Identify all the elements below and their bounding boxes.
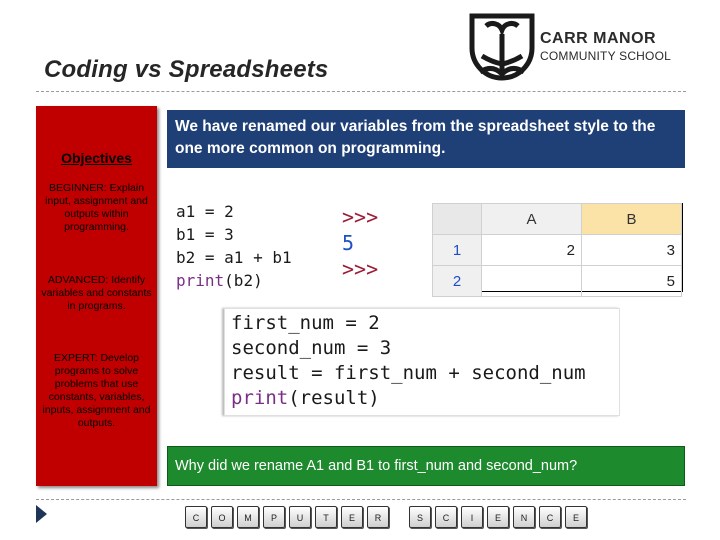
key-tile: M xyxy=(237,506,259,528)
logo-subtitle: COMMUNITY SCHOOL xyxy=(540,49,671,63)
code-line xyxy=(231,386,613,411)
shell-prompt: >>> xyxy=(342,205,379,229)
key-tile: S xyxy=(409,506,431,528)
code-line: a1 = 2 xyxy=(176,202,234,221)
row-header-1: 1 xyxy=(433,235,482,266)
objective-beginner: BEGINNER: Explain input, assignment and outputs within programming. xyxy=(45,182,148,233)
objectives-heading: Objectives xyxy=(61,150,132,166)
key-tile: N xyxy=(513,506,535,528)
key-tile: C xyxy=(435,506,457,528)
key-spacer xyxy=(393,506,405,528)
print-args: (result) xyxy=(288,387,380,409)
objective-expert: EXPERT: Develop programs to solve problems that use constants, variables, inputs, assignment and outputs. xyxy=(42,352,151,429)
key-tile: E xyxy=(565,506,587,528)
computer-science-keys xyxy=(185,506,587,528)
code-line: second_num = 3 xyxy=(231,337,392,359)
key-tile: U xyxy=(289,506,311,528)
footer-divider xyxy=(36,499,686,500)
key-tile: C xyxy=(185,506,207,528)
programming-style-code xyxy=(224,308,620,416)
logo-name: CARR MANOR xyxy=(540,30,657,47)
column-header-b: B xyxy=(582,204,682,235)
row-header-2: 2 xyxy=(433,266,482,297)
key-tile: I xyxy=(461,506,483,528)
slide-title: Coding vs Spreadsheets xyxy=(44,56,329,83)
explanation-banner: We have renamed our variables from the spreadsheet style to the one more common on programming. xyxy=(167,110,685,168)
code-line: first_num = 2 xyxy=(231,312,380,334)
cell-b1: 3 xyxy=(582,235,682,266)
python-shell-output xyxy=(342,204,378,282)
spreadsheet-style-code xyxy=(176,200,292,292)
sheet-corner xyxy=(433,204,482,235)
cell-b2: 5 xyxy=(582,266,682,297)
shell-prompt: >>> xyxy=(342,257,379,281)
code-line: b2 = a1 + b1 xyxy=(176,248,292,267)
question-box: Why did we rename A1 and B1 to first_num and second_num? xyxy=(167,446,685,486)
print-keyword: print xyxy=(176,271,225,290)
next-arrow-icon[interactable] xyxy=(36,505,47,523)
objective-advanced: ADVANCED: Identify variables and constants in programs. xyxy=(41,274,152,312)
key-tile: O xyxy=(211,506,233,528)
print-args: (b2) xyxy=(224,271,263,290)
print-keyword: print xyxy=(231,387,289,409)
code-line: b1 = 3 xyxy=(176,225,234,244)
key-tile: R xyxy=(367,506,389,528)
code-line: result = first_num + second_num xyxy=(231,362,586,384)
cell-a1: 2 xyxy=(482,235,582,266)
code-line xyxy=(176,269,292,292)
key-tile: E xyxy=(341,506,363,528)
key-tile: P xyxy=(263,506,285,528)
key-tile: E xyxy=(487,506,509,528)
key-tile: T xyxy=(315,506,337,528)
cell-a2 xyxy=(482,266,582,297)
key-tile: C xyxy=(539,506,561,528)
spreadsheet-grid xyxy=(432,203,683,292)
column-header-a: A xyxy=(482,204,582,235)
shell-output-value: 5 xyxy=(342,231,355,255)
header-divider xyxy=(36,91,686,92)
